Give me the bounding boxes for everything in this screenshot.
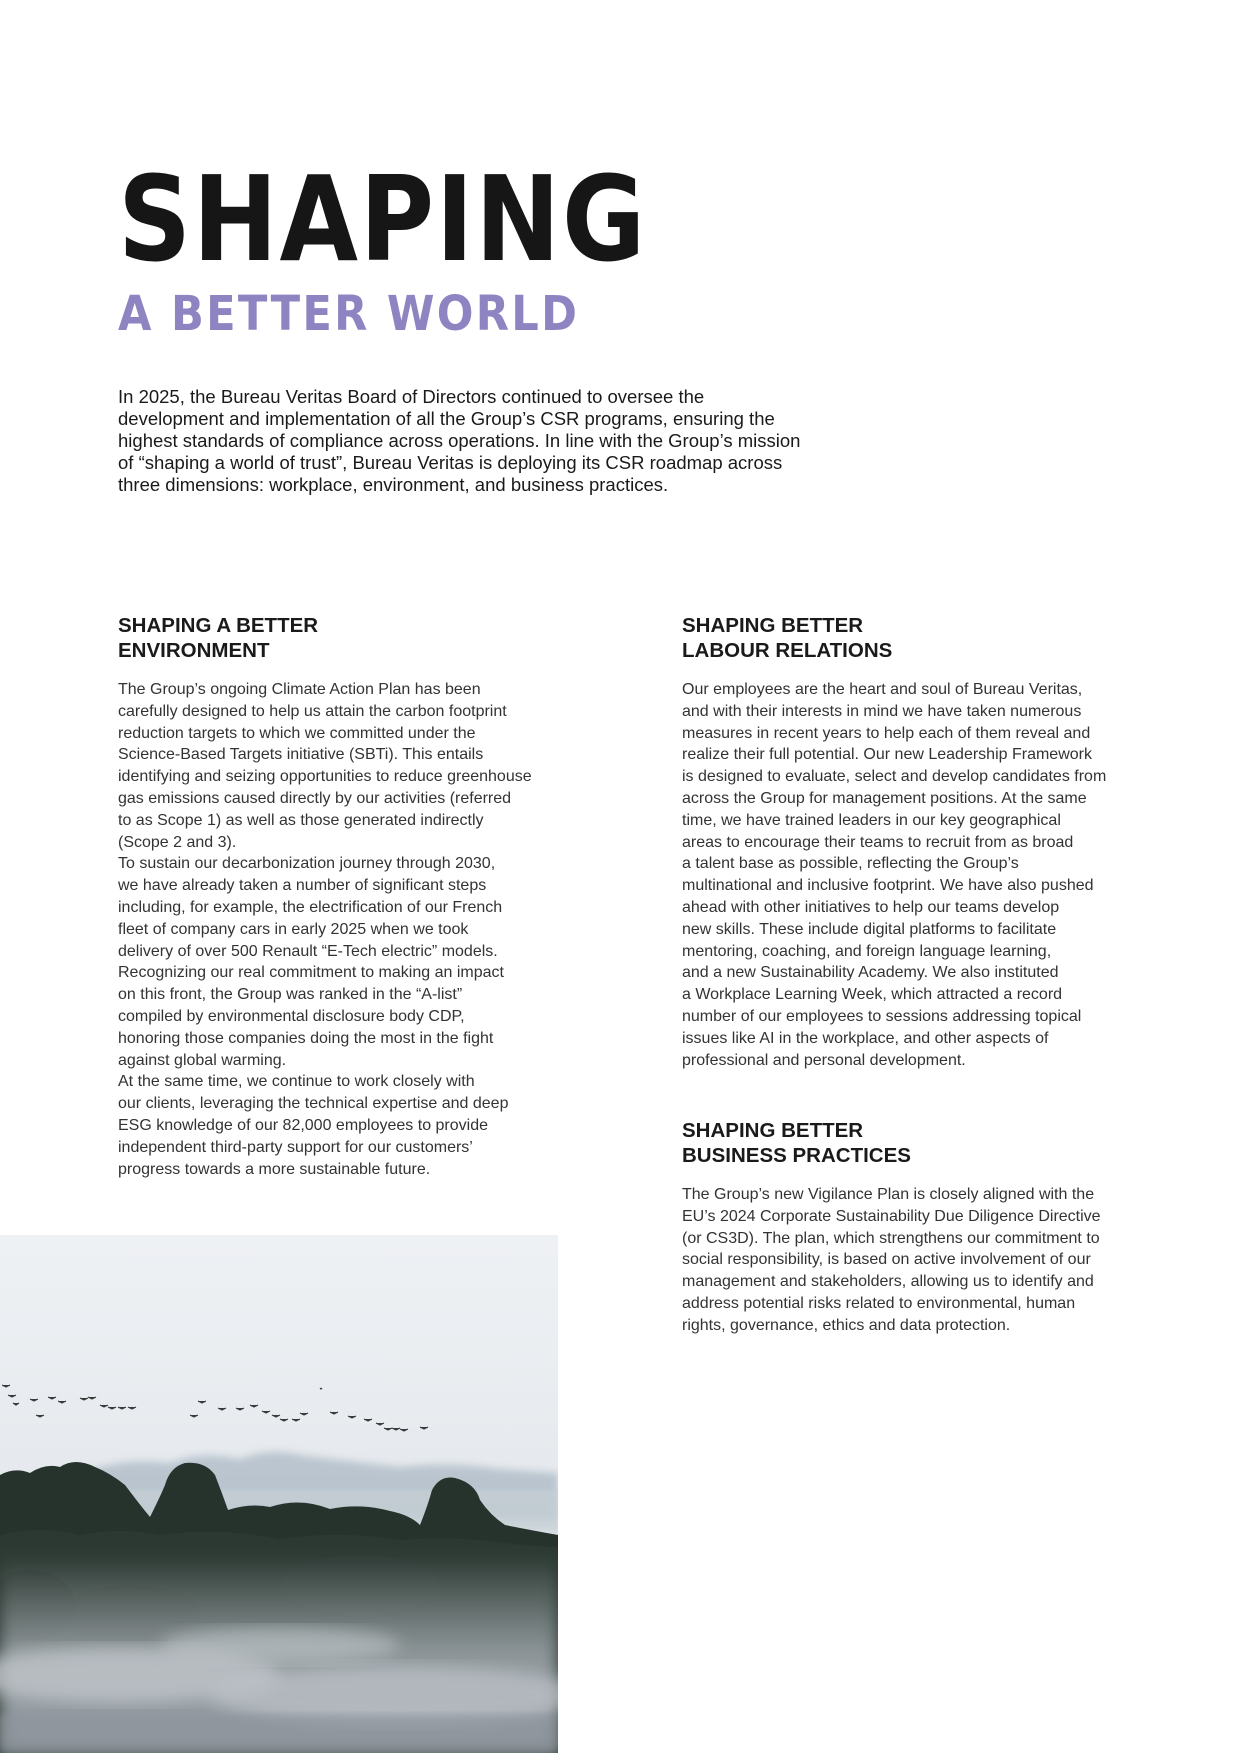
section-heading: SHAPING BETTER LABOUR RELATIONS (682, 614, 893, 662)
page-subtitle: A BETTER WORLD (118, 286, 580, 342)
intro-paragraph: In 2025, the Bureau Veritas Board of Directors continued to oversee the development and implementation of all the Group’s CSR programs, ensuring the highest standards of compliance across operations. In line with the Group’s mission of “shaping a world of trust”, Bureau Veritas is deploying its CSR roadmap across three dimensions: workplace, environment, and business practices. (118, 386, 801, 495)
fog-patch (160, 1627, 400, 1663)
misty-forest-photo (0, 1235, 558, 1753)
section-labour-relations (682, 613, 1142, 1071)
section-body: Our employees are the heart and soul of Bureau Veritas, and with their interests in mind we have taken numerous measures in recent years to help each of them reveal and realize their full potential. Our new Leadership Framework is designed to evaluate, select and develop candidates from across the Group for management positions. At the same time, we have trained leaders in our key geographical areas to encourage their teams to recruit from as broad a talent base as possible, reflecting the Group’s multinational and inclusive footprint. We have also pushed ahead with other initiatives to help our teams develop new skills. These include digital platforms to facilitate mentoring, coaching, and foreign language learning, and a new Sustainability Academy. We also instituted a Workplace Learning Week, which attracted a record number of our employees to sessions addressing topical issues like AI in the workplace, and other aspects of professional and personal development. (682, 681, 1107, 1069)
section-environment (118, 613, 578, 1180)
section-business-practices (682, 1118, 1142, 1337)
section-heading: SHAPING A BETTER ENVIRONMENT (118, 614, 319, 662)
page-title: SHAPING (118, 150, 647, 288)
section-heading: SHAPING BETTER BUSINESS PRACTICES (682, 1119, 911, 1167)
section-body: The Group’s new Vigilance Plan is closely aligned with the EU’s 2024 Corporate Sustainability Due Diligence Directive (or CS3D). The plan, which strengthens our commitment to social responsibility, is based on active involvement of our management and stakeholders, allowing us to identify and address potential risks related to environmental, human rights, governance, ethics and data protection. (682, 1186, 1101, 1334)
section-body: The Group’s ongoing Climate Action Plan has been carefully designed to help us attain the carbon footprint reduction targets to which we committed under the Science-Based Targets initiative (SBTi). This entails identifying and seizing opportunities to reduce greenhouse gas emissions caused directly by our activities (referred to as Scope 1) as well as those generated indirectly (Scope 2 and 3). To sustain our decarbonization journey through 2030, we have already taken a number of significant steps including, for example, the electrification of our French fleet of company cars in early 2025 when we took delivery of over 500 Renault “E-Tech electric” models. Recognizing our real commitment to making an impact on this front, the Group was ranked in the “A-list” compiled by environmental disclosure body CDP, honoring those companies doing the most in the fight against global warming. At the same time, we continue to work closely with our clients, leveraging the technical expertise and deep ESG knowledge of our 82,000 employees to provide independent third-party support for our customers’ progress towards a more sustainable future. (118, 681, 532, 1178)
fog-bottom (0, 1715, 558, 1753)
